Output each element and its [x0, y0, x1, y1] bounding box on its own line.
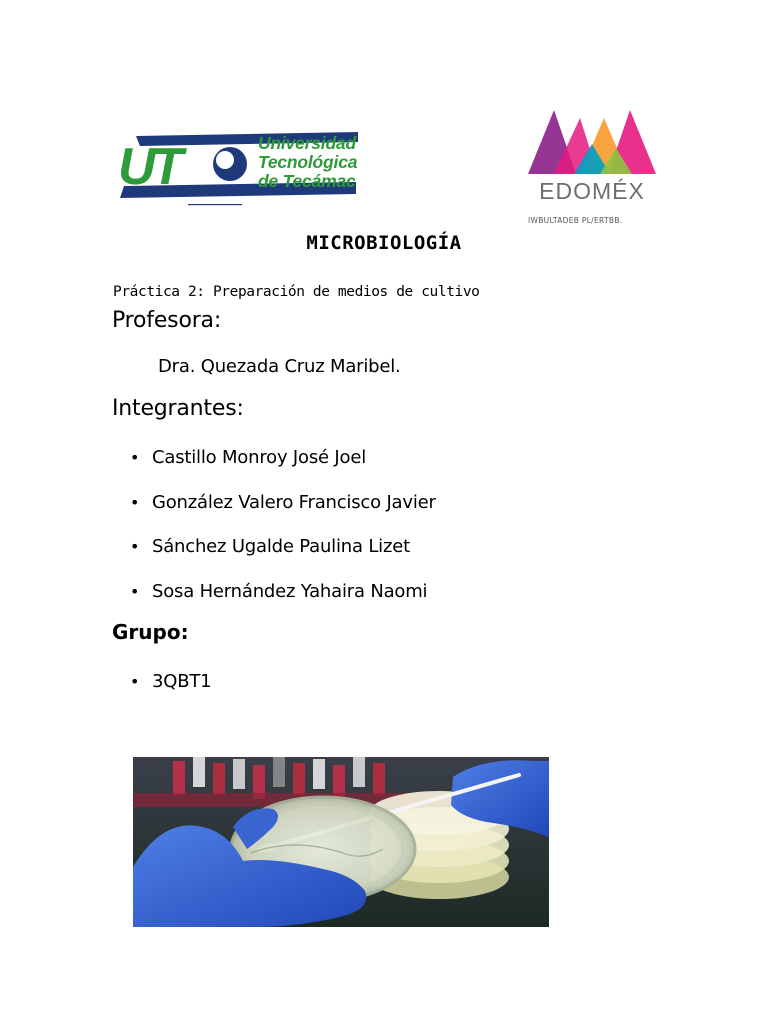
- bullet-icon: •: [130, 672, 140, 691]
- edomex-tagline: IWBULTADEB PL/ERTBB.: [528, 216, 623, 225]
- teacher-label: Profesora:: [112, 308, 222, 333]
- group-code: 3QBT1: [152, 671, 212, 692]
- edomex-m-icon: [524, 104, 660, 178]
- bullet-icon: •: [130, 448, 140, 467]
- members-list: [130, 446, 436, 624]
- member-name: González Valero Francisco Javier: [152, 491, 436, 513]
- member-name: Sánchez Ugalde Paulina Lizet: [152, 536, 410, 557]
- list-item: [130, 446, 436, 491]
- university-name-line: Universidad: [258, 133, 356, 153]
- university-name-line: Tecnológica: [258, 152, 358, 172]
- practice-title: Práctica 2: Preparación de medios de cultivo: [113, 284, 480, 300]
- petri-dish-photo-icon: [133, 757, 549, 927]
- document-title: MICROBIOLOGÍA: [306, 232, 462, 254]
- bullet-icon: •: [130, 537, 140, 556]
- members-label: Integrantes:: [112, 396, 244, 421]
- university-logo: [118, 128, 364, 206]
- edomex-logo: [524, 104, 660, 232]
- teacher-name: Dra. Quezada Cruz Maribel.: [158, 356, 401, 377]
- groups-list: [130, 670, 211, 715]
- list-item: [130, 535, 436, 580]
- bullet-icon: •: [130, 492, 140, 512]
- bullet-icon: •: [130, 581, 140, 601]
- university-name-line: de Tecámac: [258, 171, 356, 191]
- group-label: Grupo:: [112, 620, 189, 644]
- member-name: Castillo Monroy José Joel: [152, 447, 367, 468]
- edomex-wordmark: EDOMÉX: [539, 178, 645, 204]
- svg-text:UT: UT: [118, 138, 180, 196]
- university-name: [258, 134, 357, 191]
- member-name: Sosa Hernández Yahaira Naomi: [152, 580, 428, 602]
- list-item: [130, 580, 436, 625]
- lab-photo: [133, 757, 549, 927]
- list-item: [130, 670, 211, 715]
- list-item: [130, 491, 436, 536]
